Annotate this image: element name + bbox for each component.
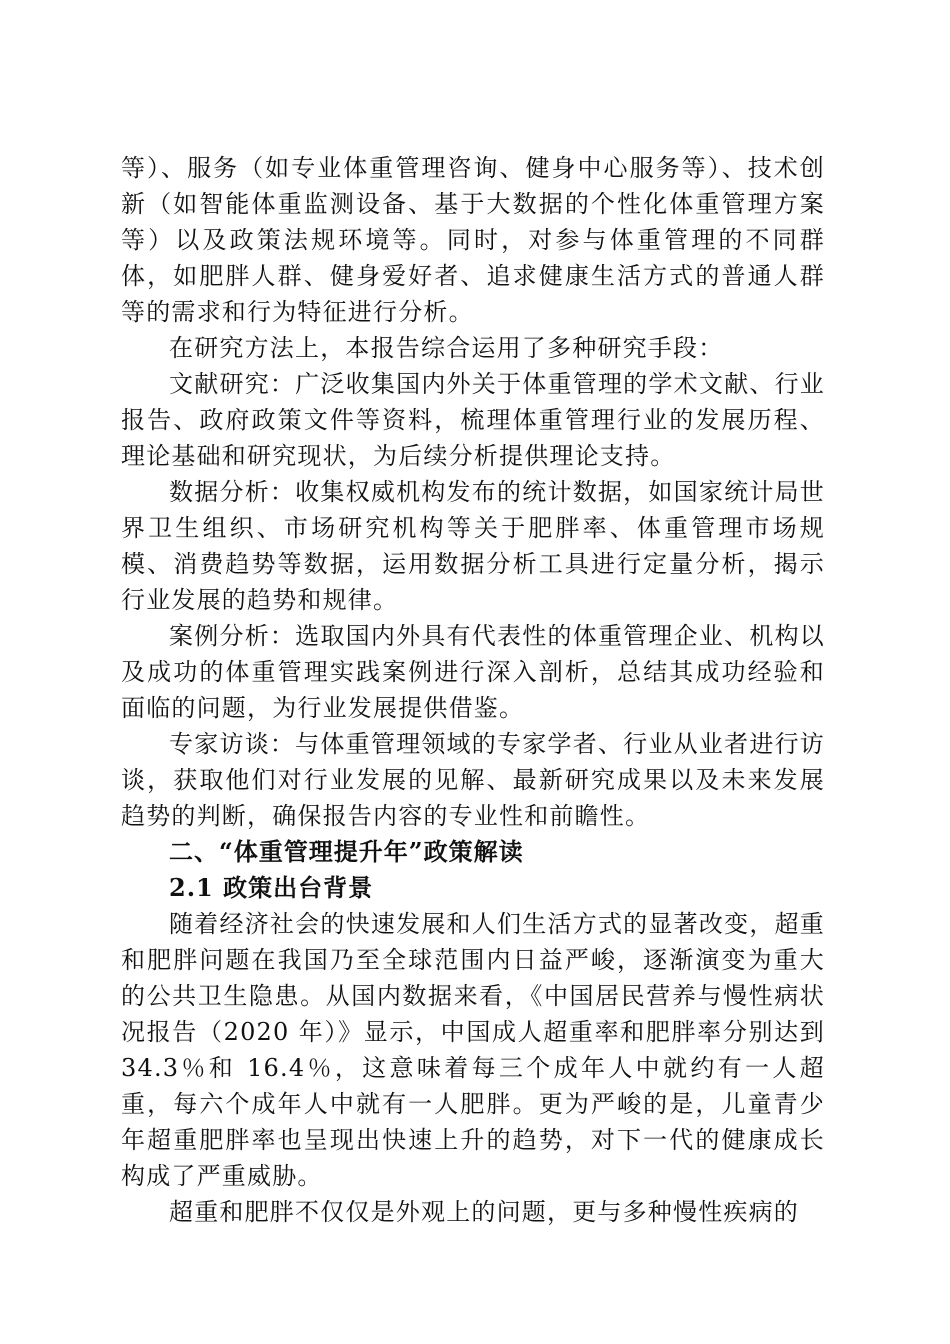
body-paragraph-scope: 等）、服务（如专业体重管理咨询、健身中心服务等）、技术创新（如智能体重监测设备、基于大数据的个性化体重管理方案等）以及政策法规环境等。同时，对参与体重管理的不同群体，如肥胖人群、健身爱好者、追求健康生活方式的普通人群等的需求和行为特征进行分析。 — [121, 154, 825, 326]
body-paragraph-health-risks: 超重和肥胖不仅仅是外观上的问题，更与多种慢性疾病的 — [169, 1198, 799, 1226]
body-paragraph-case-analysis: 案例分析：选取国内外具有代表性的体重管理企业、机构以及成功的体重管理实践案例进行深入剖析，总结其成功经验和面临的问题，为行业发展提供借鉴。 — [121, 622, 825, 722]
section-heading: 二、“体重管理提升年”政策解读 — [169, 837, 524, 866]
document-page — [121, 150, 825, 1230]
body-paragraph-data-analysis: 数据分析：收集权威机构发布的统计数据，如国家统计局世界卫生组织、市场研究机构等关于肥胖率、体重管理市场规模、消费趋势等数据，运用数据分析工具进行定量分析，揭示行业发展的趋势和规律。 — [121, 478, 825, 614]
body-paragraph-literature-research: 文献研究：广泛收集国内外关于体重管理的学术文献、行业报告、政府政策文件等资料，梳理体重管理行业的发展历程、理论基础和研究现状，为后续分析提供理论支持。 — [121, 370, 825, 470]
body-paragraph-background: 随着经济社会的快速发展和人们生活方式的显著改变，超重和肥胖问题在我国乃至全球范围内日益严峻，逐渐演变为重大的公共卫生隐患。从国内数据来看，《中国居民营养与慢性病状况报告（2020 年）》显示，中国成人超重率和肥胖率分别达到 34.3％和 16.4％，这意味着每三个成年人中就约有一人超重，每六个成年人中就有一人肥胖。更为严峻的是，儿童青少年超重肥胖率也呈现出快速上升的趋势，对下一代的健康成长构成了严重威胁。 — [121, 910, 825, 1190]
body-paragraph-expert-interview: 专家访谈：与体重管理领域的专家学者、行业从业者进行访谈，获取他们对行业发展的见解、最新研究成果以及未来发展趋势的判断，确保报告内容的专业性和前瞻性。 — [121, 730, 825, 830]
subsection-heading: 2.1 政策出台背景 — [169, 873, 374, 902]
body-paragraph-methods-intro: 在研究方法上，本报告综合运用了多种研究手段： — [169, 334, 724, 362]
